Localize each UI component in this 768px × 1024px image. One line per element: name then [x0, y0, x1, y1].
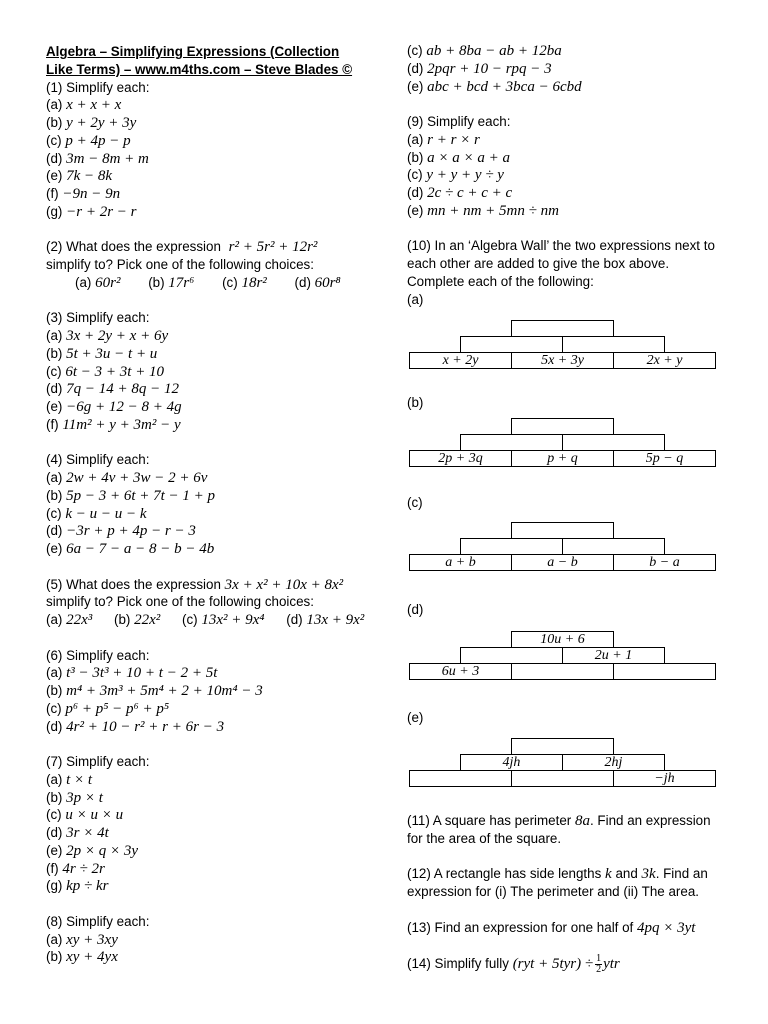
q3-prompt: (3) Simplify each: — [46, 310, 150, 326]
q12-expression-2: 3k — [641, 866, 656, 883]
q5-expression: 3x + x² + 10x + 8x² — [224, 576, 344, 593]
wall-top-box — [511, 320, 614, 337]
item-label: (e) — [46, 541, 63, 556]
wall-middle-box — [460, 538, 563, 555]
choice-a — [46, 611, 92, 630]
section-spacer — [407, 901, 711, 919]
expression: 2w + 4v + 3w − 2 + 6v — [66, 470, 208, 486]
wall-middle-box — [460, 647, 563, 664]
expression: 3p × t — [66, 789, 103, 806]
choice-label: (b) — [148, 274, 165, 290]
expression: 3r × 4t — [66, 825, 109, 841]
fraction-denominator: 2 — [596, 964, 602, 975]
item-label: (c) — [46, 132, 62, 148]
item-label: (a) — [46, 771, 63, 787]
wall-top-box — [511, 522, 614, 539]
expression: 5t + 3u − t + u — [66, 345, 158, 362]
q12-expression-1: k — [605, 866, 612, 883]
q5-prompt-text: (5) What does the expression — [46, 576, 221, 592]
q1-item-c — [46, 132, 382, 150]
item-label: (f) — [46, 860, 59, 876]
choice-label: (d) — [286, 612, 303, 627]
algebra-wall-a — [409, 320, 716, 369]
q3-item-f — [46, 416, 382, 434]
section-spacer — [46, 292, 382, 310]
item-label: (e) — [407, 78, 424, 94]
item-label: (a) — [407, 131, 424, 147]
wall-bottom-box: −jh — [613, 770, 716, 787]
wall-bottom-box: 6u + 3 — [409, 663, 512, 680]
algebra-wall-d — [409, 631, 716, 680]
q9-prompt: (9) Simplify each: — [407, 114, 511, 129]
choice-expression: 60r⁸ — [314, 274, 341, 291]
choice-d — [286, 611, 364, 630]
choice-label: (d) — [294, 274, 311, 290]
q7-item-f — [46, 860, 382, 878]
q11-line-1 — [407, 812, 711, 830]
q11-text-end: . Find an expression — [589, 813, 711, 828]
section-spacer — [407, 848, 711, 866]
item-label: (a) — [46, 470, 63, 485]
choice-label: (a) — [46, 612, 63, 627]
item-label: (c) — [407, 43, 423, 58]
expression: x + x + x — [66, 97, 122, 114]
item-label: (b) — [46, 949, 63, 965]
item-label: (d) — [46, 718, 63, 734]
q12-text-mid: and — [615, 866, 638, 882]
q14-line — [407, 953, 711, 975]
q4-item-a — [46, 469, 382, 487]
algebra-wall-c — [409, 522, 716, 571]
q2-prompt-text: (2) What does the expression — [46, 239, 221, 255]
expression: 2c ÷ c + c + c — [427, 185, 513, 201]
q12-text-end: . Find an — [655, 866, 708, 882]
choice-expression: 22x² — [134, 612, 161, 628]
q9-item-d — [407, 184, 715, 202]
item-label: (b) — [46, 683, 63, 698]
q5-prompt-line-2: simplify to? Pick one of the following choices: — [46, 594, 314, 610]
right-column — [407, 42, 715, 291]
section-spacer — [407, 220, 715, 238]
expression: −r + 2r − r — [66, 203, 137, 220]
q13-text: (13) Find an expression for one half of — [407, 919, 634, 935]
choice-b — [148, 274, 194, 293]
q5-prompt-line-1 — [46, 576, 382, 594]
q1-item-b — [46, 114, 382, 132]
q7-item-c — [46, 806, 382, 824]
wall-bottom-box: 5p − q — [613, 450, 716, 467]
choice-expression: 60r² — [95, 274, 121, 291]
q12-line-2: expression for (i) The perimeter and (ii) The area. — [407, 884, 699, 899]
q11-line-2: for the area of the square. — [407, 830, 562, 846]
wall-e-label: (e) — [407, 710, 424, 725]
wall-c-label: (c) — [407, 495, 423, 510]
section-spacer — [407, 936, 711, 954]
wall-bottom-box: a + b — [409, 554, 512, 571]
expression: −9n − 9n — [62, 186, 121, 202]
q1-item-f — [46, 185, 382, 203]
wall-bottom-box — [613, 663, 716, 680]
section-spacer — [46, 895, 382, 913]
q7-prompt: (7) Simplify each: — [46, 754, 150, 769]
choice-d — [295, 274, 341, 293]
left-column — [46, 43, 382, 966]
choice-label: (c) — [222, 274, 238, 290]
item-label: (c) — [46, 807, 62, 823]
q7-item-a — [46, 771, 382, 789]
item-label: (b) — [46, 115, 63, 130]
item-label: (b) — [46, 487, 63, 503]
q12-line-1 — [407, 865, 711, 883]
q8-item-d — [407, 60, 715, 78]
choice-label: (c) — [182, 612, 198, 627]
wall-middle-box — [562, 336, 665, 353]
q10-prompt-line-2: each other are added to give the box above. — [407, 256, 670, 271]
q7-item-d — [46, 824, 382, 842]
wall-bottom-box: 2x + y — [613, 352, 716, 369]
expression: abc + bcd + 3bca − 6cbd — [427, 78, 582, 95]
item-label: (f) — [46, 186, 59, 201]
item-label: (a) — [46, 931, 63, 947]
expression: −3r + p + 4p − r − 3 — [66, 523, 196, 540]
q13-line — [407, 919, 711, 937]
expression: y + 2y + 3y — [66, 115, 137, 131]
q8-prompt: (8) Simplify each: — [46, 913, 150, 929]
item-label: (d) — [407, 185, 424, 200]
q11-text: (11) A square has perimeter — [407, 813, 572, 828]
item-label: (b) — [407, 149, 424, 165]
item-label: (a) — [46, 665, 63, 681]
choice-expression: 17r⁶ — [168, 274, 195, 291]
choice-b — [114, 611, 160, 630]
item-label: (c) — [46, 363, 62, 379]
q13-expression: 4pq × 3yt — [637, 919, 696, 936]
item-label: (a) — [46, 97, 63, 113]
item-label: (f) — [46, 416, 59, 432]
expression: 7q − 14 + 8q − 12 — [66, 381, 179, 398]
section-spacer — [46, 629, 382, 647]
wall-middle-box — [460, 336, 563, 353]
choice-expression: 18r² — [241, 274, 267, 291]
wall-bottom-box — [409, 770, 512, 787]
q10-prompt-line-1: (10) In an ‘Algebra Wall’ the two expressions next to — [407, 238, 715, 254]
choice-label: (a) — [75, 274, 92, 290]
item-label: (c) — [46, 505, 62, 521]
q9-item-e — [407, 202, 715, 220]
expression: r + r × r — [427, 131, 480, 148]
q6-item-c — [46, 700, 382, 718]
wall-a-label: (a) — [407, 292, 424, 307]
choice-expression: 22x³ — [66, 612, 93, 628]
q4-item-d — [46, 522, 382, 540]
expression: 4r ÷ 2r — [62, 860, 105, 877]
item-label: (e) — [46, 399, 63, 414]
expression: 3x + 2y + x + 6y — [66, 328, 169, 344]
section-spacer — [46, 558, 382, 576]
algebra-wall-e — [409, 738, 716, 787]
q3-item-e — [46, 398, 382, 416]
section-spacer — [407, 95, 715, 113]
fraction-numerator: 1 — [596, 953, 602, 964]
q3-item-a — [46, 327, 382, 345]
q1-item-e — [46, 167, 382, 185]
q3-item-b — [46, 345, 382, 363]
q4-item-e — [46, 540, 382, 558]
q2-prompt-line-1 — [46, 238, 382, 256]
algebra-wall-b — [409, 418, 716, 467]
q8-item-a — [46, 931, 382, 949]
wall-bottom-box: 2p + 3q — [409, 450, 512, 467]
q2-prompt-line-2: simplify to? Pick one of the following choices: — [46, 257, 314, 272]
wall-middle-box — [562, 538, 665, 555]
wall-bottom-box — [511, 770, 614, 787]
expression: 4r² + 10 − r² + r + 6r − 3 — [66, 718, 225, 735]
expression: 2p × q × 3y — [66, 842, 139, 859]
item-label: (d) — [46, 825, 63, 840]
wall-bottom-box: b − a — [613, 554, 716, 571]
q9-item-c — [407, 166, 715, 184]
q9-item-a — [407, 131, 715, 149]
q7-item-b — [46, 789, 382, 807]
expression: xy + 3xy — [66, 931, 118, 948]
item-label: (a) — [46, 328, 63, 343]
q1-item-d — [46, 150, 382, 168]
wall-bottom-box: a − b — [511, 554, 614, 571]
wall-top-box — [511, 418, 614, 435]
q1-prompt: (1) Simplify each: — [46, 79, 150, 95]
choice-c — [182, 611, 265, 630]
expression: 11m² + y + 3m² − y — [62, 416, 181, 433]
item-label: (g) — [46, 878, 63, 894]
wall-d-label: (d) — [407, 602, 424, 617]
choice-a — [75, 274, 120, 293]
item-label: (e) — [46, 842, 63, 858]
q6-prompt: (6) Simplify each: — [46, 647, 150, 663]
q8-item-e — [407, 78, 715, 96]
expression: k − u − u − k — [65, 505, 147, 522]
expression: 2pqr + 10 − rpq − 3 — [427, 60, 552, 77]
item-label: (c) — [407, 167, 423, 183]
worksheet-title-line-1: Algebra – Simplifying Expressions (Collection — [46, 44, 340, 59]
expression: a × a × a + a — [427, 149, 510, 166]
wall-middle-box — [562, 434, 665, 451]
wall-middle-box: 2u + 1 — [562, 647, 665, 664]
expression: 6t − 3 + 3t + 10 — [65, 363, 165, 380]
choice-expression: 13x + 9x² — [306, 612, 365, 628]
expression: p + 4p − p — [65, 132, 131, 149]
q2-choices — [46, 274, 382, 292]
q9-item-b — [407, 149, 715, 167]
q6-item-a — [46, 664, 382, 682]
q1-item-g — [46, 203, 382, 221]
item-label: (g) — [46, 203, 63, 219]
q6-item-d — [46, 718, 382, 736]
item-label: (d) — [46, 150, 63, 166]
item-label: (b) — [46, 789, 63, 805]
wall-bottom-box — [511, 663, 614, 680]
choice-label: (b) — [114, 612, 131, 627]
q8-item-b — [46, 948, 382, 966]
item-label: (d) — [407, 60, 424, 76]
q4-item-b — [46, 487, 382, 505]
item-label: (c) — [46, 700, 62, 716]
q7-item-g — [46, 877, 382, 895]
expression: p⁶ + p⁵ − p⁶ + p⁵ — [65, 700, 170, 717]
q14-text: (14) Simplify fully — [407, 956, 509, 972]
expression: y + y + y ÷ y — [426, 167, 504, 184]
item-label: (e) — [46, 168, 63, 184]
wall-top-box — [511, 738, 614, 755]
q11-expression: 8a — [574, 813, 590, 829]
item-label: (b) — [46, 345, 63, 361]
q6-item-b — [46, 682, 382, 700]
worksheet-title-line-2: Like Terms) – www.m4ths.com – Steve Blades © — [46, 61, 353, 77]
wall-bottom-box: 5x + 3y — [511, 352, 614, 369]
wall-bottom-box: p + q — [511, 450, 614, 467]
item-label: (d) — [46, 523, 63, 539]
expression: 7k − 8k — [66, 168, 113, 185]
expression: 3m − 8m + m — [66, 150, 149, 167]
q3-item-d — [46, 380, 382, 398]
fraction-one-half — [595, 954, 602, 975]
expression: xy + 4yx — [66, 949, 118, 966]
expression: t × t — [66, 771, 93, 788]
expression: mn + nm + 5mn ÷ nm — [427, 202, 559, 219]
right-column-lower — [407, 812, 711, 975]
expression: 5p − 3 + 6t + 7t − 1 + p — [66, 487, 216, 504]
expression: kp ÷ kr — [66, 878, 109, 895]
q14-expression-end: ytr — [603, 956, 620, 973]
expression: m⁴ + 3m³ + 5m⁴ + 2 + 10m⁴ − 3 — [66, 683, 263, 699]
expression: t³ − 3t³ + 10 + t − 2 + 5t — [66, 665, 218, 682]
wall-middle-box — [460, 434, 563, 451]
q2-expression: r² + 5r² + 12r² — [228, 239, 318, 256]
choice-expression: 13x² + 9x⁴ — [201, 612, 265, 628]
q14-expression: (ryt + 5tyr) ÷ — [512, 956, 594, 973]
wall-middle-box: 4jh — [460, 754, 563, 771]
item-label: (d) — [46, 381, 63, 397]
q4-prompt: (4) Simplify each: — [46, 452, 150, 468]
q12-text: (12) A rectangle has side lengths — [407, 866, 602, 882]
q3-item-c — [46, 363, 382, 381]
q1-item-a — [46, 96, 382, 114]
wall-top-box: 10u + 6 — [511, 631, 614, 648]
q4-item-c — [46, 505, 382, 523]
q5-choices — [46, 611, 382, 629]
wall-b-label: (b) — [407, 395, 424, 410]
expression: ab + 8ba − ab + 12ba — [426, 43, 562, 59]
wall-middle-box: 2hj — [562, 754, 665, 771]
choice-c — [222, 274, 267, 293]
section-spacer — [46, 434, 382, 452]
expression: u × u × u — [65, 807, 124, 824]
q8-item-c — [407, 42, 715, 60]
q10-prompt-line-3: Complete each of the following: — [407, 273, 594, 289]
expression: −6g + 12 − 8 + 4g — [66, 399, 182, 415]
section-spacer — [46, 221, 382, 239]
wall-bottom-box: x + 2y — [409, 352, 512, 369]
section-spacer — [46, 735, 382, 753]
expression: 6a − 7 − a − 8 − b − 4b — [66, 541, 215, 557]
q7-item-e — [46, 842, 382, 860]
item-label: (e) — [407, 202, 424, 218]
